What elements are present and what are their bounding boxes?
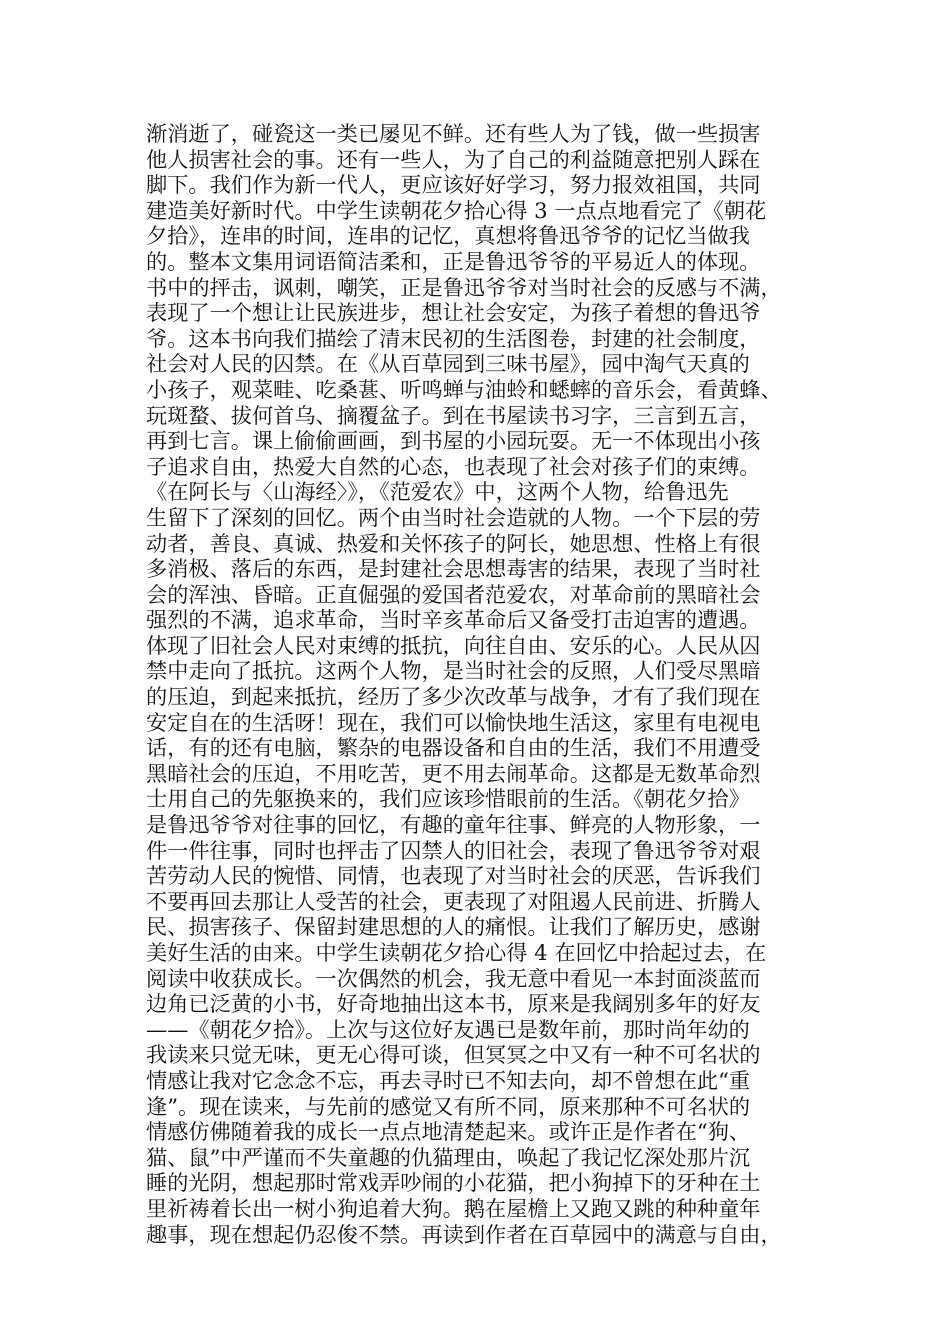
text-line: 渐消逝了，碰瓷这一类已屡见不鲜。还有些人为了钱，做一些损害: [146, 121, 761, 146]
text-line: 体现了旧社会人民对束缚的抵抗，向往自由、安乐的心。人民从囚: [146, 632, 761, 658]
text-line: 阅读中收获成长。一次偶然的机会，我无意中看见一本封面淡蓝而: [146, 965, 761, 991]
text-line: 再到七言。课上偷偷画画，到书屋的小园玩耍。无一不体现出小孩: [146, 428, 761, 454]
text-line: 里祈祷着长出一树小狗追着大狗。鹅在屋檐上又跑又跳的种种童年: [146, 1195, 761, 1221]
text-line: 禁中走向了抵抗。这两个人物，是当时社会的反照，人们受尽黑暗: [146, 658, 761, 684]
text-line: 他人损害社会的事。还有一些人，为了自己的利益随意把别人踩在: [146, 146, 761, 172]
text-line: 子追求自由，热爱大自然的心态，也表现了社会对孩子们的束缚。: [146, 453, 761, 479]
text-line: ——《朝花夕拾》。上次与这位好友遇已是数年前，那时尚年幼的: [146, 1016, 750, 1042]
text-line: 睡的光阴，想起那时常戏弄吵闹的小花猫，把小狗掉下的牙种在土: [146, 1170, 761, 1196]
text-line: 苦劳动人民的惋惜、同情，也表现了对当时社会的厌恶，告诉我们: [146, 863, 761, 889]
text-line: 情感让我对它念念不忘，再去寻时已不知去向，却不曾想在此“重: [146, 1067, 751, 1093]
text-line: 夕拾》，连串的时间，连串的记忆，真想将鲁迅爷爷的记忆当做我: [146, 223, 750, 249]
text-line: 件一件往事，同时也抨击了囚禁人的旧社会，表现了鲁迅爷爷对艰: [146, 837, 761, 863]
text-line: 我读来只觉无味，更无心得可谈，但冥冥之中又有一种不可名状的: [146, 1042, 761, 1068]
text-line: 黑暗社会的压迫，不用吃苦，更不用去闹革命。这都是无数革命烈: [146, 760, 761, 786]
text-line: 趣事，现在想起仍忍俊不禁。再读到作者在百草园中的满意与自由，: [146, 1221, 782, 1247]
text-line: 玩斑蝥、拔何首乌、摘覆盆子。到在书屋读书习字，三言到五言，: [146, 402, 761, 428]
text-line: 表现了一个想让让民族进步，想让社会安定，为孩子着想的鲁迅爷: [146, 300, 761, 326]
text-line: 情感仿佛随着我的成长一点点地清楚起来。或许正是作者在“狗、: [146, 1119, 751, 1145]
text-line: 边角已泛黄的小书，好奇地抽出这本书，原来是我阔别多年的好友: [146, 991, 761, 1017]
text-line: 是鲁迅爷爷对往事的回忆，有趣的童年往事、鲜亮的人物形象，一: [146, 812, 761, 838]
text-line: 强烈的不满，追求革命，当时辛亥革命后又备受打击迫害的遭遇。: [146, 607, 761, 633]
text-line: 猫、鼠”中严谨而不失童趣的仇猫理由，唤起了我记忆深处那片沉: [146, 1144, 751, 1170]
text-line: 不要再回去那让人受苦的社会，更表现了对阻遏人民前进、折腾人: [146, 888, 761, 914]
text-line: 的压迫，到起来抵抗，经历了多少次改革与战争，才有了我们现在: [146, 684, 761, 710]
text-line: 美好生活的由来。中学生读朝花夕拾心得 4 在回忆中拾起过去，在: [146, 940, 767, 965]
text-line: 逢”。现在读来，与先前的感觉又有所不同，原来那种不可名状的: [146, 1093, 751, 1119]
text-line: 小孩子，观菜畦、吃桑葚、听鸣蝉与油蛉和蟋蟀的音乐会，看黄蜂、: [146, 376, 782, 402]
text-line: 建造美好新时代。中学生读朝花夕拾心得 3 一点点地看完了《朝花: [146, 197, 767, 223]
text-line: 士用自己的先躯换来的，我们应该珍惜眼前的生活。《朝花夕拾》: [146, 786, 750, 812]
text-line: 《在阿长与〈山海经〉》，《范爱农》中，这两个人物，给鲁迅先: [146, 479, 729, 505]
text-line: 多消极、落后的东西，是封建社会思想毒害的结果，表现了当时社: [146, 556, 761, 582]
text-line: 动者，善良、真诚、热爱和关怀孩子的阿长，她思想、性格上有很: [146, 530, 761, 556]
text-line: 安定自在的生活呀！现在，我们可以愉快地生活这，家里有电视电: [146, 709, 761, 735]
text-line: 生留下了深刻的回忆。两个由当时社会造就的人物。一个下层的劳: [146, 504, 761, 530]
text-line: 民、损害孩子、保留封建思想的人的痛恨。让我们了解历史，感谢: [146, 914, 761, 940]
text-line: 书中的抨击，讽刺，嘲笑，正是鲁迅爷爷对当时社会的反感与不满，: [146, 274, 782, 300]
body-text: [146, 121, 816, 1247]
text-line: 爷。这本书向我们描绘了清末民初的生活图卷，封建的社会制度，: [146, 325, 761, 351]
text-line: 的。整本文集用词语简洁柔和，正是鲁迅爷爷的平易近人的体现。: [146, 248, 761, 274]
text-line: 会的浑浊、昏暗。正直倔强的爱国者范爱农，对革命前的黑暗社会: [146, 581, 761, 607]
text-line: 社会对人民的囚禁。在《从百草园到三味书屋》，园中淘气天真的: [146, 351, 750, 377]
text-line: 脚下。我们作为新一代人，更应该好好学习，努力报效祖国，共同: [146, 172, 761, 198]
text-line: 话，有的还有电脑，繁杂的电器设备和自由的生活，我们不用遭受: [146, 735, 761, 761]
